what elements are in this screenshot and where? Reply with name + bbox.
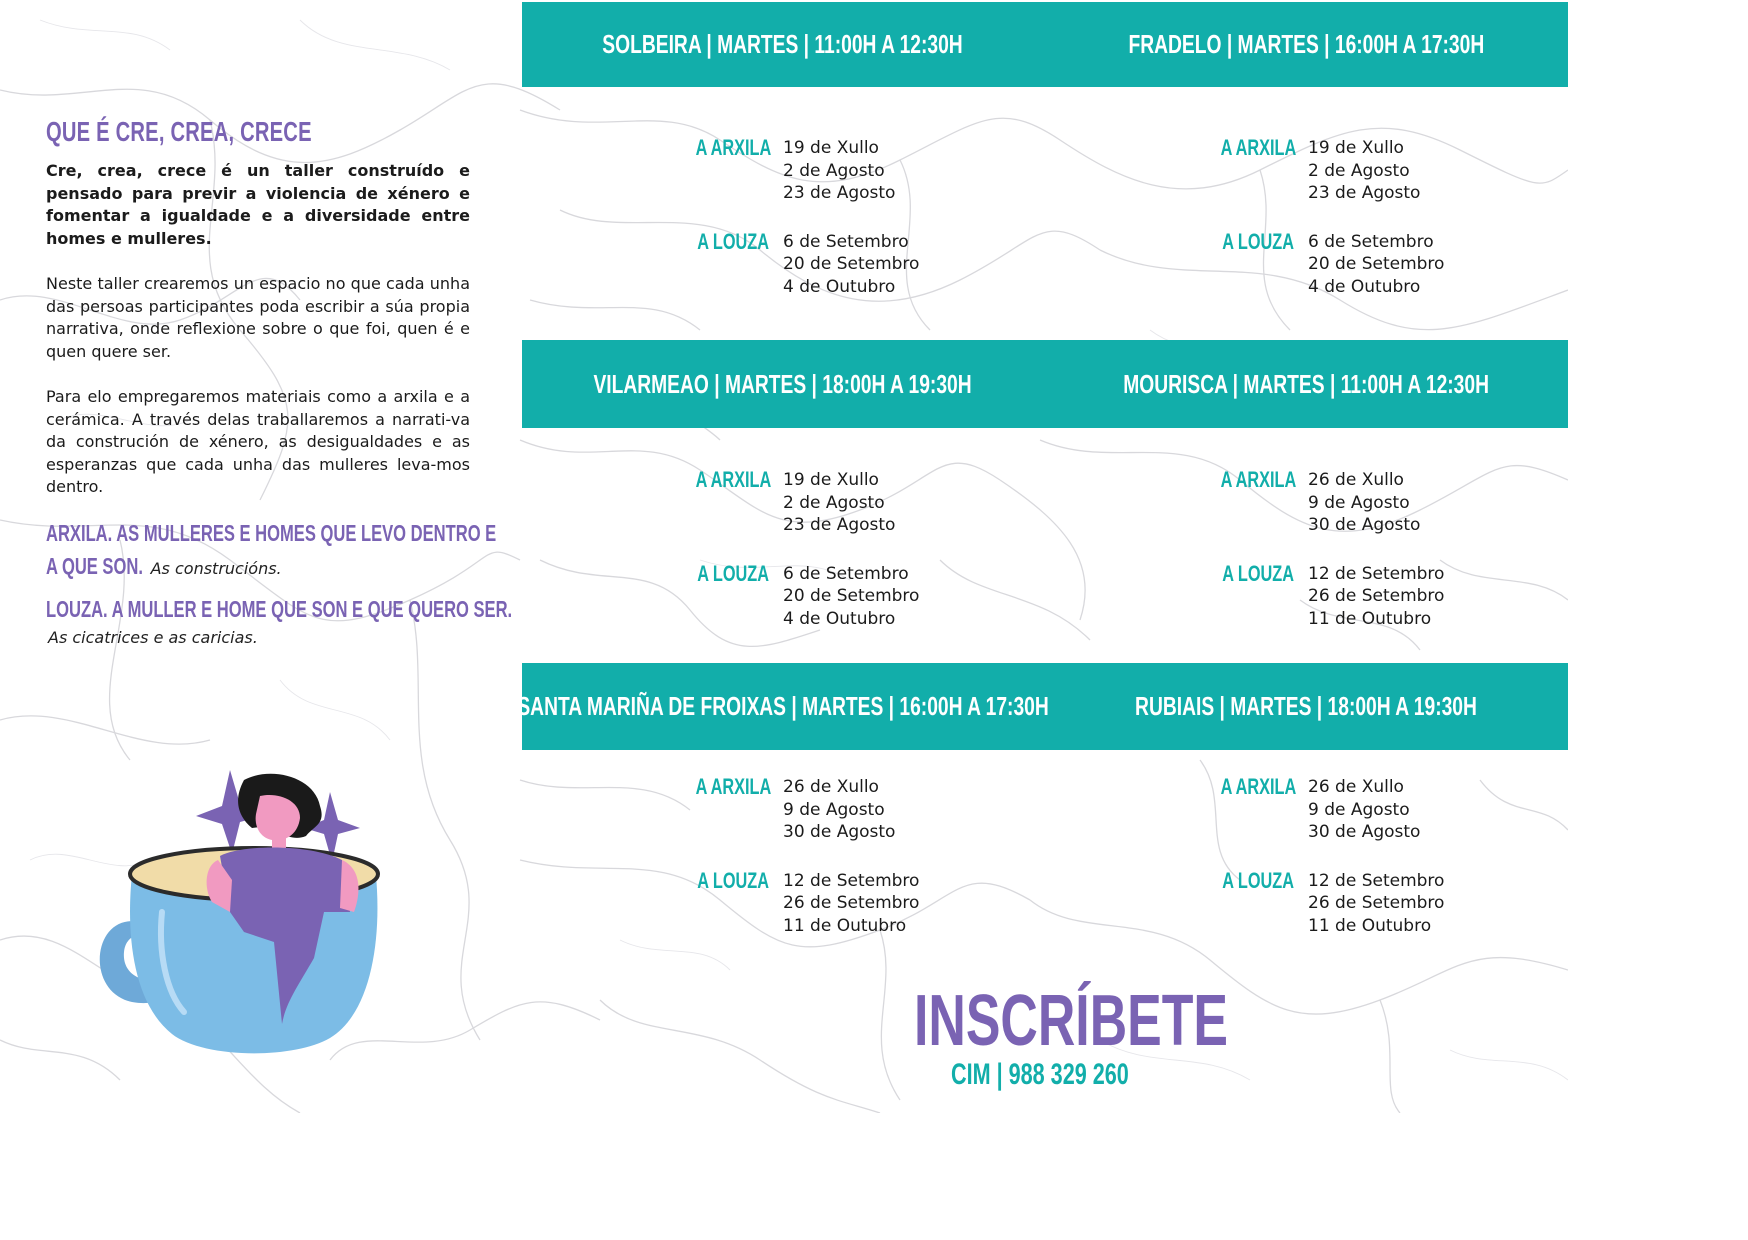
date: 26 de Setembro: [1308, 586, 1445, 606]
arxila-phase-title-2: A QUE SON.: [46, 552, 143, 579]
arxila-phase-note: As construcións.: [150, 558, 282, 578]
date: 19 de Xullo: [783, 470, 879, 490]
session-title-santa-marina: SANTA MARIÑA DE FROIXAS | MARTES | 16:00H A 17:30H: [517, 691, 1049, 721]
date: 19 de Xullo: [783, 138, 879, 158]
date: 9 de Agosto: [1308, 799, 1410, 820]
label-louza: A LOUZA: [1222, 228, 1294, 254]
date: 2 de Agosto: [783, 492, 885, 513]
date: 12 de Setembro: [783, 870, 920, 891]
intro-paragraph-3: Para elo empregaremos materiais como a arxila e a cerámica. A través delas traballaremos a narrati-va da construción de xénero, as desigualdades e as esperanzas que cada unha das mulleres leva-mos dentro.: [46, 387, 470, 496]
date: 23 de Agosto: [783, 515, 896, 535]
date: 6 de Setembro: [783, 563, 909, 584]
label-louza: A LOUZA: [697, 867, 769, 893]
schedule-santa-marina: [669, 776, 919, 937]
date: 26 de Xullo: [1308, 470, 1404, 490]
date: 2 de Agosto: [783, 160, 885, 181]
date: 12 de Setembro: [1308, 870, 1445, 891]
contact-phone: CIM | 988 329 260: [951, 1058, 1129, 1091]
schedule-bar-3: [517, 663, 1568, 750]
schedule-mourisca: [1194, 469, 1444, 630]
arxila-phase: [46, 518, 497, 584]
date: 11 de Outubro: [783, 915, 907, 936]
label-louza: A LOUZA: [697, 560, 769, 586]
label-arxila: A ARXILA: [1220, 774, 1297, 799]
intro-paragraph-1: Cre, crea, crece é un taller construído e pensado para previr a violencia de xénero e fomentar a igualdade e a diversidade entre homes e mulleres.: [46, 161, 470, 248]
date: 9 de Agosto: [783, 799, 885, 820]
label-arxila: A ARXILA: [1220, 467, 1297, 492]
date: 4 de Outubro: [1308, 276, 1421, 297]
schedule-bar-1: [522, 2, 1568, 87]
session-title-vilarmeao: VILARMEAO | MARTES | 18:00H A 19:30H: [593, 368, 973, 399]
date: 11 de Outubro: [1308, 608, 1432, 629]
schedule-rubiais: [1194, 776, 1444, 937]
date: 2 de Agosto: [1308, 160, 1410, 181]
date: 23 de Agosto: [783, 183, 896, 203]
schedule-bar-2: [522, 340, 1568, 428]
date: 4 de Outubro: [783, 276, 896, 297]
session-title-fradelo: FRADELO | MARTES | 16:00H A 17:30H: [1128, 29, 1484, 59]
date: 4 de Outubro: [783, 608, 896, 629]
date: 23 de Agosto: [1308, 183, 1421, 203]
label-louza: A LOUZA: [1222, 867, 1294, 893]
date: 6 de Setembro: [1308, 231, 1434, 252]
signup-cta: INSCRÍBETE: [914, 981, 1228, 1061]
date: 19 de Xullo: [1308, 138, 1404, 158]
schedule-solbeira: [669, 137, 919, 298]
date: 12 de Setembro: [1308, 563, 1445, 584]
label-louza: A LOUZA: [697, 228, 769, 254]
date: 20 de Setembro: [783, 254, 920, 274]
schedule-fradelo: [1194, 137, 1444, 298]
label-louza: A LOUZA: [1222, 560, 1294, 586]
date: 26 de Xullo: [783, 777, 879, 797]
date: 11 de Outubro: [1308, 915, 1432, 936]
date: 30 de Agosto: [783, 822, 896, 842]
intro-heading: QUE É CRE, CREA, CRECE: [46, 116, 312, 147]
louza-phase: [46, 595, 513, 651]
date: 30 de Agosto: [1308, 822, 1421, 842]
date: 9 de Agosto: [1308, 492, 1410, 513]
date: 26 de Setembro: [783, 893, 920, 913]
date: 30 de Agosto: [1308, 515, 1421, 535]
intro-paragraph-2: Neste taller crearemos un espacio no que cada unha das persoas participantes poda escribir a súa propia narrativa, onde reflexione sobre o que foi, quen é e quen quere ser.: [46, 274, 470, 361]
session-title-rubiais: RUBIAIS | MARTES | 18:00H A 19:30H: [1135, 691, 1477, 721]
label-arxila: A ARXILA: [695, 467, 772, 492]
date: 26 de Setembro: [1308, 893, 1445, 913]
date: 26 de Xullo: [1308, 777, 1404, 797]
arxila-phase-title-1: ARXILA. AS MULLERES E HOMES QUE LEVO DENTRO E: [46, 519, 497, 546]
label-arxila: A ARXILA: [695, 135, 772, 160]
date: 20 de Setembro: [783, 586, 920, 606]
schedule-vilarmeao: [669, 469, 919, 630]
label-arxila: A ARXILA: [695, 774, 772, 799]
woman-in-mug-icon: [92, 762, 392, 1062]
date: 6 de Setembro: [783, 231, 909, 252]
louza-phase-note: As cicatrices e as caricias.: [48, 627, 258, 647]
session-title-solbeira: SOLBEIRA | MARTES | 11:00H A 12:30H: [602, 29, 964, 59]
louza-phase-title: LOUZA. A MULLER E HOME QUE SON E QUE QUERO SER.: [46, 595, 513, 622]
date: 20 de Setembro: [1308, 254, 1445, 274]
label-arxila: A ARXILA: [1220, 135, 1297, 160]
intro-section: [46, 116, 513, 663]
session-title-mourisca: MOURISCA | MARTES | 11:00H A 12:30H: [1123, 368, 1489, 399]
